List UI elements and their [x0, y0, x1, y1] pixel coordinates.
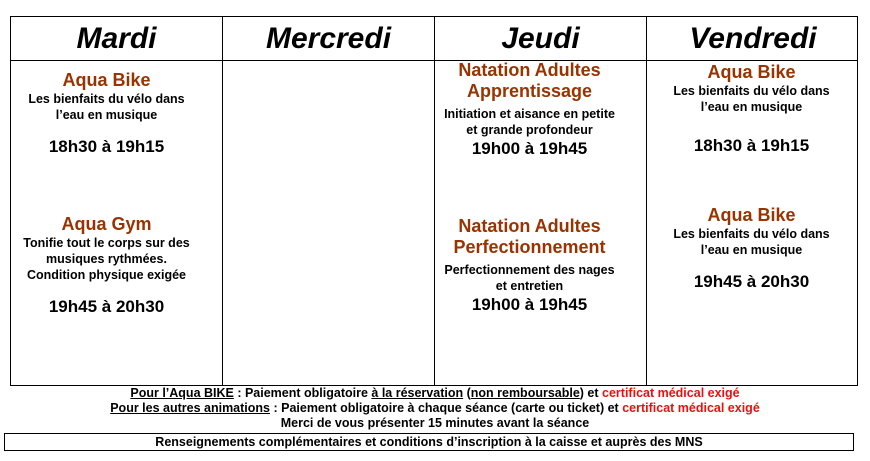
activity-time: 19h00 à 19h45: [471, 139, 588, 158]
activity-title: Aqua Bike: [707, 62, 796, 82]
activity-title: Aqua Gym: [61, 214, 152, 234]
note-certificat: certificat médical exigé: [602, 386, 740, 400]
column-divider: [222, 17, 223, 385]
note-text: : Paiement obligatoire à chaque séance (carte ou ticket) et: [270, 401, 623, 415]
activity-title: Apprentissage: [466, 81, 593, 101]
activity-title: Perfectionnement: [453, 237, 606, 257]
activity-title: Aqua Bike: [707, 205, 796, 225]
note-non-remboursable: non remboursable: [470, 386, 580, 400]
activity-description: et entretien: [495, 279, 564, 293]
note-text: ) et: [579, 386, 603, 400]
note-autres-animations: [0, 401, 870, 416]
activity-aqua-bike-vendredi-1: [650, 62, 853, 157]
activity-description: Tonifie tout le corps sur des: [23, 236, 190, 250]
footer-info: Renseignements complémentaires et conditions d’inscription à la caisse et auprès des MNS: [4, 433, 854, 451]
activity-description: et grande profondeur: [466, 123, 593, 137]
note-reservation: à la réservation: [371, 386, 464, 400]
activity-aqua-bike-vendredi-2: [650, 205, 853, 293]
day-header-jeudi: Jeudi: [501, 22, 580, 55]
note-certificat: certificat médical exigé: [622, 401, 760, 415]
day-header-mercredi: Mercredi: [265, 22, 392, 55]
column-divider: [646, 17, 647, 385]
note-label: Pour l’Aqua BIKE: [130, 386, 234, 400]
activity-time: 18h30 à 19h15: [693, 136, 810, 155]
day-header-vendredi: Vendredi: [689, 22, 817, 55]
activity-title: Aqua Bike: [62, 70, 151, 90]
activity-description: Condition physique exigée: [26, 268, 187, 282]
activity-time: 19h00 à 19h45: [471, 295, 588, 314]
activity-natation-apprentissage-jeudi: [428, 60, 631, 160]
note-label: Pour les autres animations: [110, 401, 270, 415]
activity-aqua-bike-mardi: [8, 70, 205, 158]
note-arrival: Merci de vous présenter 15 minutes avant la séance: [280, 416, 590, 430]
activity-description: Perfectionnement des nages: [444, 263, 615, 277]
payment-notes: [0, 386, 870, 431]
activity-description: Les bienfaits du vélo dans: [673, 227, 830, 241]
activity-description: musiques rythmées.: [46, 252, 167, 266]
note-aqua-bike: [0, 386, 870, 401]
activity-description: l’eau en musique: [55, 108, 158, 122]
activity-time: 18h30 à 19h15: [48, 137, 165, 156]
activity-description: Initiation et aisance en petite: [444, 107, 615, 121]
activity-natation-perfectionnement-jeudi: [428, 216, 631, 316]
activity-title: Natation Adultes: [458, 216, 601, 236]
activity-description: Les bienfaits du vélo dans: [673, 84, 830, 98]
activity-time: 19h45 à 20h30: [48, 297, 165, 316]
activity-description: Les bienfaits du vélo dans: [28, 92, 185, 106]
activity-description: l’eau en musique: [700, 100, 803, 114]
activity-title: Natation Adultes: [458, 60, 601, 80]
activity-description: l’eau en musique: [700, 243, 803, 257]
activity-aqua-gym-mardi: [8, 214, 205, 318]
activity-time: 19h45 à 20h30: [693, 272, 810, 291]
day-header-mardi: Mardi: [76, 22, 157, 55]
note-text: : Paiement obligatoire: [233, 386, 372, 400]
note-text: (: [463, 386, 471, 400]
